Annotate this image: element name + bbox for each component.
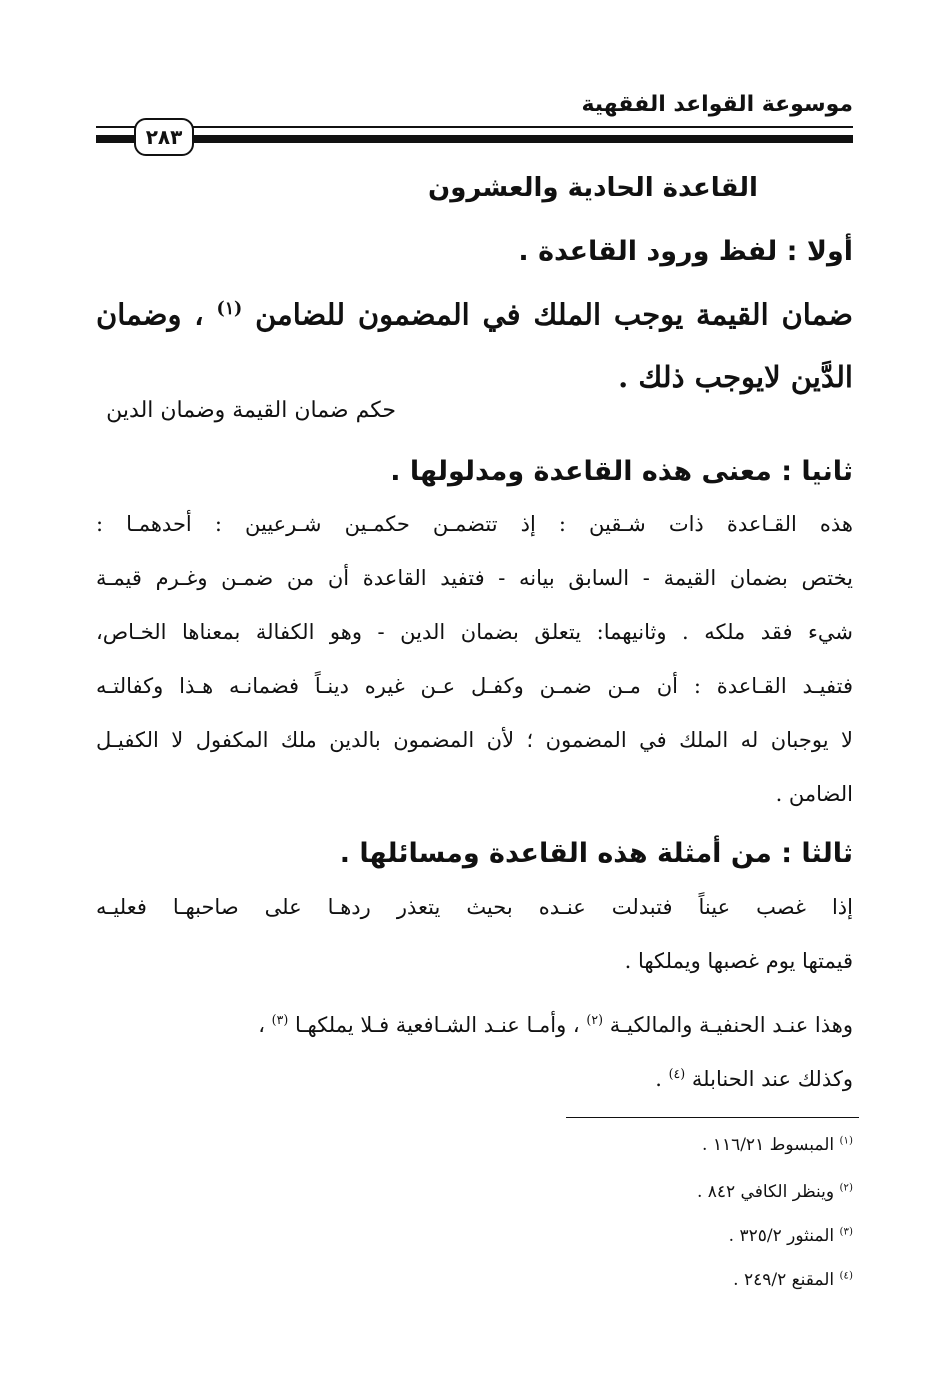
text-span: وكذلك عند الحنابلة [691, 1067, 853, 1091]
paragraph-line [96, 993, 853, 1052]
paragraph-line [96, 1047, 853, 1106]
header-rule-thick [96, 135, 853, 143]
footnote [702, 1135, 853, 1155]
footnote-number: (٤) [839, 1270, 853, 1282]
margin-note: حكم ضمان القيمة وضمان الدين [106, 398, 396, 423]
footnote-separator [566, 1117, 859, 1118]
paragraph-line: هذه القـاعدة ذات شـقين : إذ تتضمـن حكمـين شـرعيين : أحدهمـا : [96, 512, 853, 536]
section-heading-1: أولا : لفظ ورود القاعدة . [518, 236, 853, 267]
rule-statement [96, 278, 853, 408]
footnote-text: المنثور ٣٢٥/٢ . [728, 1226, 835, 1246]
footnote-text: المبسوط ١١٦/٢١ . [702, 1135, 835, 1155]
running-title: موسوعة القواعد الفقهية [581, 92, 853, 117]
paragraph-line: فتفيـد القـاعدة : أن مـن ضمـن وكفـل عـن غيره دينـاً فضمانـه هـذا وكفالتـه [96, 674, 853, 698]
text-span: ، وأمـا عنـد الشـافعية فـلا يملكهـا [294, 1013, 580, 1037]
footnote-text: المقنع ٢٤٩/٢ . [733, 1270, 835, 1290]
footnote [733, 1270, 853, 1290]
footnote-ref: (١) [216, 299, 243, 319]
footnote [697, 1182, 853, 1202]
text-span: وهذا عنـد الحنفيـة والمالكيـة [609, 1013, 853, 1037]
paragraph-line: لا يوجبان له الملك في المضمون ؛ لأن المضمون بالدين ملك المكفول لا الكفيـل [96, 728, 853, 752]
footnote-text: وينظر الكافي ٨٤٢ . [696, 1182, 835, 1202]
paragraph-line: شيء فقد ملكه . وثانيهما: يتعلق بضمان الدين - وهو الكفالة بمعناها الخـاص، [96, 620, 853, 644]
paragraph-line: الضامن . [775, 782, 853, 806]
footnote-ref: (٤) [668, 1066, 686, 1081]
footnote-ref: (٢) [586, 1012, 604, 1027]
footnote-number: (٢) [839, 1182, 853, 1194]
rule-text-part-2: ، وضمان الدَّين لايوجب ذلك . [96, 297, 853, 394]
paragraph-line: قيمتها يوم غصبها ويملكها . [624, 949, 853, 973]
text-span: ، [258, 1013, 265, 1037]
text-span: . [655, 1067, 662, 1091]
header-rule-thin [96, 126, 853, 128]
footnote-number: (١) [839, 1135, 853, 1147]
rule-text-part-1: ضمان القيمة يوجب الملك في المضمون للضامن [255, 297, 853, 332]
section-heading-3: ثالثا : من أمثلة هذه القاعدة ومسائلها . [339, 838, 853, 869]
footnote-ref: (٣) [271, 1012, 289, 1027]
footnote [729, 1226, 853, 1246]
page-number: ٢٨٣ [134, 118, 194, 156]
footnote-number: (٣) [839, 1226, 853, 1238]
paragraph-line: إذا غصب عيناً فتبدلت عنـده بحيث يتعذر ردهـا على صاحبهـا فعليـه [96, 895, 853, 919]
paragraph-line: يختص بضمان القيمة - السابق بيانه - فتفيد القاعدة أن من ضمـن وغـرم قيمـة [96, 566, 853, 590]
rule-title: القاعدة الحادية والعشرون [428, 173, 758, 203]
section-heading-2: ثانيا : معنى هذه القاعدة ومدلولها . [390, 456, 853, 487]
